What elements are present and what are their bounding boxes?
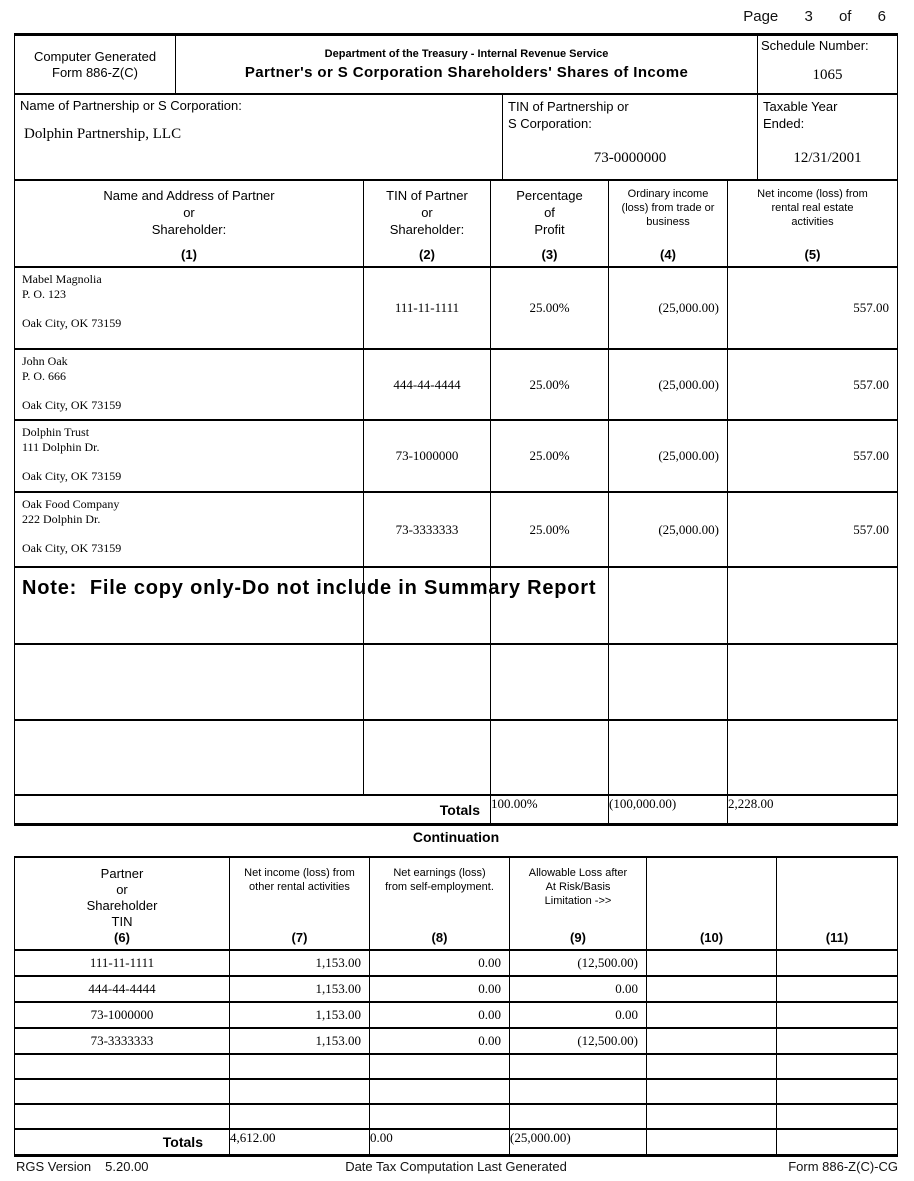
header-line: Ordinary income — [627, 188, 709, 200]
cont-allowable-loss: (12,500.00) — [510, 1029, 647, 1053]
empty-cell — [15, 645, 364, 719]
partner-ordinary-income: (25,000.00) — [609, 421, 728, 491]
col-header-10 — [647, 858, 777, 949]
partner-city: Oak City, OK 73159 — [22, 398, 122, 412]
empty-cell — [491, 721, 609, 794]
page-current: 3 — [804, 8, 813, 25]
schedule-number-box — [758, 36, 897, 93]
partnership-tin-label-2: S Corporation: — [508, 116, 592, 131]
header-line: Limitation ->> — [544, 895, 612, 907]
cont-allowable-loss: (12,500.00) — [510, 951, 647, 975]
header-line: Profit — [534, 222, 565, 237]
continuation-table — [14, 856, 898, 1157]
empty-cell — [370, 1080, 510, 1103]
header-line: Net income (loss) from — [244, 867, 355, 879]
header-line: or — [421, 205, 433, 220]
col-number-3: (3) — [541, 247, 558, 262]
totals-percentage: 100.00% — [491, 796, 609, 823]
partner-address: P. O. 123 — [22, 287, 67, 301]
col-number-4: (4) — [660, 247, 676, 262]
empty-cell — [370, 1105, 510, 1128]
form-title: Partner's or S Corporation Shareholders' Shares of Income — [244, 64, 689, 81]
header-line: from self-employment. — [385, 881, 494, 893]
rgs-version-value: 5.20.00 — [105, 1159, 149, 1174]
empty-cell — [728, 645, 897, 719]
file-copy-note: Note: File copy only-Do not include in Summary Report — [22, 577, 597, 599]
empty-cell — [230, 1105, 370, 1128]
computer-generated-box — [15, 36, 176, 93]
header-line: At Risk/Basis — [545, 881, 611, 893]
empty-cell — [364, 721, 491, 794]
cont-allowable-loss: 0.00 — [510, 1003, 647, 1027]
cont-other-rental: 1,153.00 — [230, 1029, 370, 1053]
empty-cell — [609, 645, 728, 719]
empty-cell — [230, 1055, 370, 1078]
page-word: Page — [743, 8, 779, 25]
continuation-row — [15, 977, 897, 1003]
partnership-tin-box — [503, 95, 758, 179]
totals-label: Totals — [15, 796, 491, 823]
col-number-1: (1) — [181, 247, 197, 262]
cont-self-employment: 0.00 — [370, 1003, 510, 1027]
continuation-header — [15, 858, 897, 951]
empty-cell — [510, 1105, 647, 1128]
col-header-percentage — [491, 181, 609, 266]
partner-name: John Oak — [22, 354, 68, 368]
partner-row — [15, 493, 897, 568]
col-header-11 — [777, 858, 897, 949]
cont-self-employment: 0.00 — [370, 1029, 510, 1053]
header-line: or — [183, 205, 195, 220]
empty-cell — [370, 1055, 510, 1078]
partnership-tin-label-1: TIN of Partnership or — [508, 99, 629, 114]
partner-tin: 111-11-1111 — [364, 268, 491, 348]
empty-cell — [647, 951, 777, 975]
partner-row — [15, 421, 897, 493]
schedule-number-value: 1065 — [812, 67, 843, 83]
col-number-5: (5) — [804, 247, 821, 262]
empty-cell — [15, 1055, 230, 1078]
page-indicator — [743, 8, 886, 25]
partner-name: Oak Food Company — [22, 497, 120, 511]
partner-percentage: 25.00% — [491, 350, 609, 419]
partner-ordinary-income: (25,000.00) — [609, 268, 728, 348]
partner-tin: 73-1000000 — [364, 421, 491, 491]
partner-rental-income: 557.00 — [853, 521, 889, 537]
col-number-10: (10) — [699, 930, 724, 945]
header-line: other rental activities — [249, 881, 350, 893]
totals-ordinary-income: (100,000.00) — [609, 796, 728, 823]
footer-form-id: Form 886-Z(C)-CG — [788, 1159, 898, 1174]
header-line: (loss) from trade or — [621, 202, 715, 214]
page-of-word: of — [838, 8, 852, 25]
cont-totals-self-employment: 0.00 — [370, 1130, 510, 1154]
blank-row — [15, 645, 897, 721]
header-line: Shareholder: — [151, 222, 227, 237]
partner-ordinary-income: (25,000.00) — [609, 493, 728, 566]
cont-partner-tin: 73-1000000 — [15, 1003, 230, 1027]
main-table-header — [15, 181, 897, 268]
partner-city: Oak City, OK 73159 — [22, 469, 122, 483]
col-header-name-address — [15, 181, 364, 266]
empty-cell — [491, 645, 609, 719]
empty-cell — [647, 1105, 777, 1128]
col-number-9: (9) — [570, 930, 586, 945]
cont-partner-tin: 111-11-1111 — [15, 951, 230, 975]
taxable-year-label-2: Ended: — [763, 116, 805, 131]
taxable-year-value: 12/31/2001 — [793, 150, 862, 166]
partnership-tin-value: 73-0000000 — [593, 150, 667, 166]
col-header-partner-tin — [15, 858, 230, 949]
partner-tin: 73-3333333 — [364, 493, 491, 566]
partner-row — [15, 268, 897, 350]
continuation-row — [15, 1003, 897, 1029]
page-total: 6 — [877, 8, 886, 25]
blank-row — [15, 1105, 897, 1130]
empty-cell — [510, 1055, 647, 1078]
empty-cell — [777, 1029, 897, 1053]
cont-allowable-loss: 0.00 — [510, 977, 647, 1001]
empty-cell — [510, 1080, 647, 1103]
col-number-11: (11) — [825, 930, 849, 945]
cont-partner-tin: 444-44-4444 — [15, 977, 230, 1001]
form-body — [14, 33, 898, 826]
totals-rental-income: 2,228.00 — [728, 796, 774, 811]
continuation-row — [15, 951, 897, 977]
empty-cell — [777, 1055, 897, 1078]
col-header-allowable-loss — [510, 858, 647, 949]
schedule-number-label: Schedule Number: — [761, 38, 869, 53]
partner-address: 111 Dolphin Dr. — [22, 440, 100, 454]
empty-cell — [728, 568, 897, 643]
partner-city: Oak City, OK 73159 — [22, 541, 122, 555]
continuation-title: Continuation — [412, 829, 500, 845]
empty-cell — [777, 1130, 897, 1154]
partnership-name-value: Dolphin Partnership, LLC — [24, 126, 182, 142]
header-line: Shareholder: — [389, 222, 465, 237]
empty-cell — [777, 1105, 897, 1128]
computer-generated-line2: Form 886-Z(C) — [52, 64, 138, 80]
partner-rental-income: 557.00 — [853, 376, 889, 392]
cont-self-employment: 0.00 — [370, 977, 510, 1001]
partner-name-address — [15, 421, 364, 491]
header-line: Allowable Loss after — [528, 867, 628, 879]
computer-generated-line1: Computer Generated — [33, 48, 157, 64]
empty-cell — [647, 1029, 777, 1053]
rgs-version-label: RGS Version — [16, 1159, 92, 1174]
empty-cell — [15, 721, 364, 794]
partner-address: 222 Dolphin Dr. — [22, 512, 101, 526]
col-header-ordinary-income — [609, 181, 728, 266]
partner-rental-income: 557.00 — [853, 300, 889, 315]
partner-rental-income: 557.00 — [853, 448, 889, 463]
cont-other-rental: 1,153.00 — [230, 1003, 370, 1027]
header-line: Percentage — [516, 188, 583, 203]
col-number-2: (2) — [419, 247, 435, 262]
empty-cell — [15, 1080, 230, 1103]
partner-tin: 444-44-4444 — [364, 350, 491, 419]
footer-center-text: Date Tax Computation Last Generated — [345, 1159, 567, 1174]
entity-band — [15, 95, 897, 181]
col-header-self-employment — [370, 858, 510, 949]
partner-ordinary-income: (25,000.00) — [609, 350, 728, 419]
cont-other-rental: 1,153.00 — [230, 951, 370, 975]
header-line: Shareholder — [86, 898, 158, 913]
header-line: business — [646, 216, 690, 228]
header-line: Name and Address of Partner — [103, 188, 275, 203]
empty-cell — [647, 1080, 777, 1103]
col-number-6: (6) — [114, 930, 130, 945]
header-line: rental real estate — [771, 202, 854, 214]
empty-cell — [728, 721, 897, 794]
department-line: Department of the Treasury - Internal Revenue Service — [324, 48, 609, 60]
empty-cell — [609, 721, 728, 794]
blank-row — [15, 1080, 897, 1105]
taxable-year-label-1: Taxable Year — [763, 99, 838, 114]
empty-cell — [647, 1130, 777, 1154]
partner-name: Dolphin Trust — [22, 425, 90, 439]
header-line: of — [544, 205, 555, 220]
main-totals-row — [15, 796, 897, 826]
header-line: Net income (loss) from — [757, 188, 868, 200]
empty-cell — [777, 1080, 897, 1103]
header-line: TIN — [111, 914, 133, 929]
header-line: activities — [791, 216, 834, 228]
partner-name-address — [15, 350, 364, 419]
title-box — [176, 36, 758, 93]
partner-row — [15, 350, 897, 421]
continuation-totals-row — [15, 1130, 897, 1157]
header-line: or — [116, 882, 128, 897]
col-number-7: (7) — [291, 930, 308, 945]
blank-row — [15, 721, 897, 796]
partnership-name-box — [15, 95, 503, 179]
note-row — [15, 568, 897, 645]
empty-cell — [230, 1080, 370, 1103]
empty-cell — [647, 1055, 777, 1078]
form-title-band — [15, 36, 897, 95]
cont-partner-tin: 73-3333333 — [15, 1029, 230, 1053]
blank-row — [15, 1055, 897, 1080]
col-number-8: (8) — [431, 930, 448, 945]
partner-name-address — [15, 493, 364, 566]
cont-totals-allowable-loss: (25,000.00) — [510, 1130, 647, 1154]
partner-name-address — [15, 268, 364, 348]
empty-cell — [364, 645, 491, 719]
partner-address: P. O. 666 — [22, 369, 67, 383]
header-line: TIN of Partner — [386, 188, 468, 203]
empty-cell — [15, 1105, 230, 1128]
partner-percentage: 25.00% — [491, 268, 609, 348]
empty-cell — [647, 977, 777, 1001]
header-line: Partner — [100, 866, 144, 881]
col-header-tin — [364, 181, 491, 266]
taxable-year-box — [758, 95, 897, 179]
partnership-name-label: Name of Partnership or S Corporation: — [20, 98, 242, 113]
empty-cell — [777, 977, 897, 1001]
continuation-row — [15, 1029, 897, 1055]
cont-totals-other-rental: 4,612.00 — [230, 1130, 370, 1154]
partner-percentage: 25.00% — [491, 493, 609, 566]
col-header-other-rental — [230, 858, 370, 949]
empty-cell — [777, 951, 897, 975]
cont-other-rental: 1,153.00 — [230, 977, 370, 1001]
cont-totals-label: Totals — [15, 1130, 230, 1154]
empty-cell — [777, 1003, 897, 1027]
header-line: Net earnings (loss) — [393, 867, 486, 879]
cont-self-employment: 0.00 — [370, 951, 510, 975]
col-header-rental-income — [728, 181, 897, 266]
partner-percentage: 25.00% — [491, 421, 609, 491]
partner-city: Oak City, OK 73159 — [22, 316, 122, 330]
empty-cell — [647, 1003, 777, 1027]
partner-name: Mabel Magnolia — [22, 272, 102, 286]
